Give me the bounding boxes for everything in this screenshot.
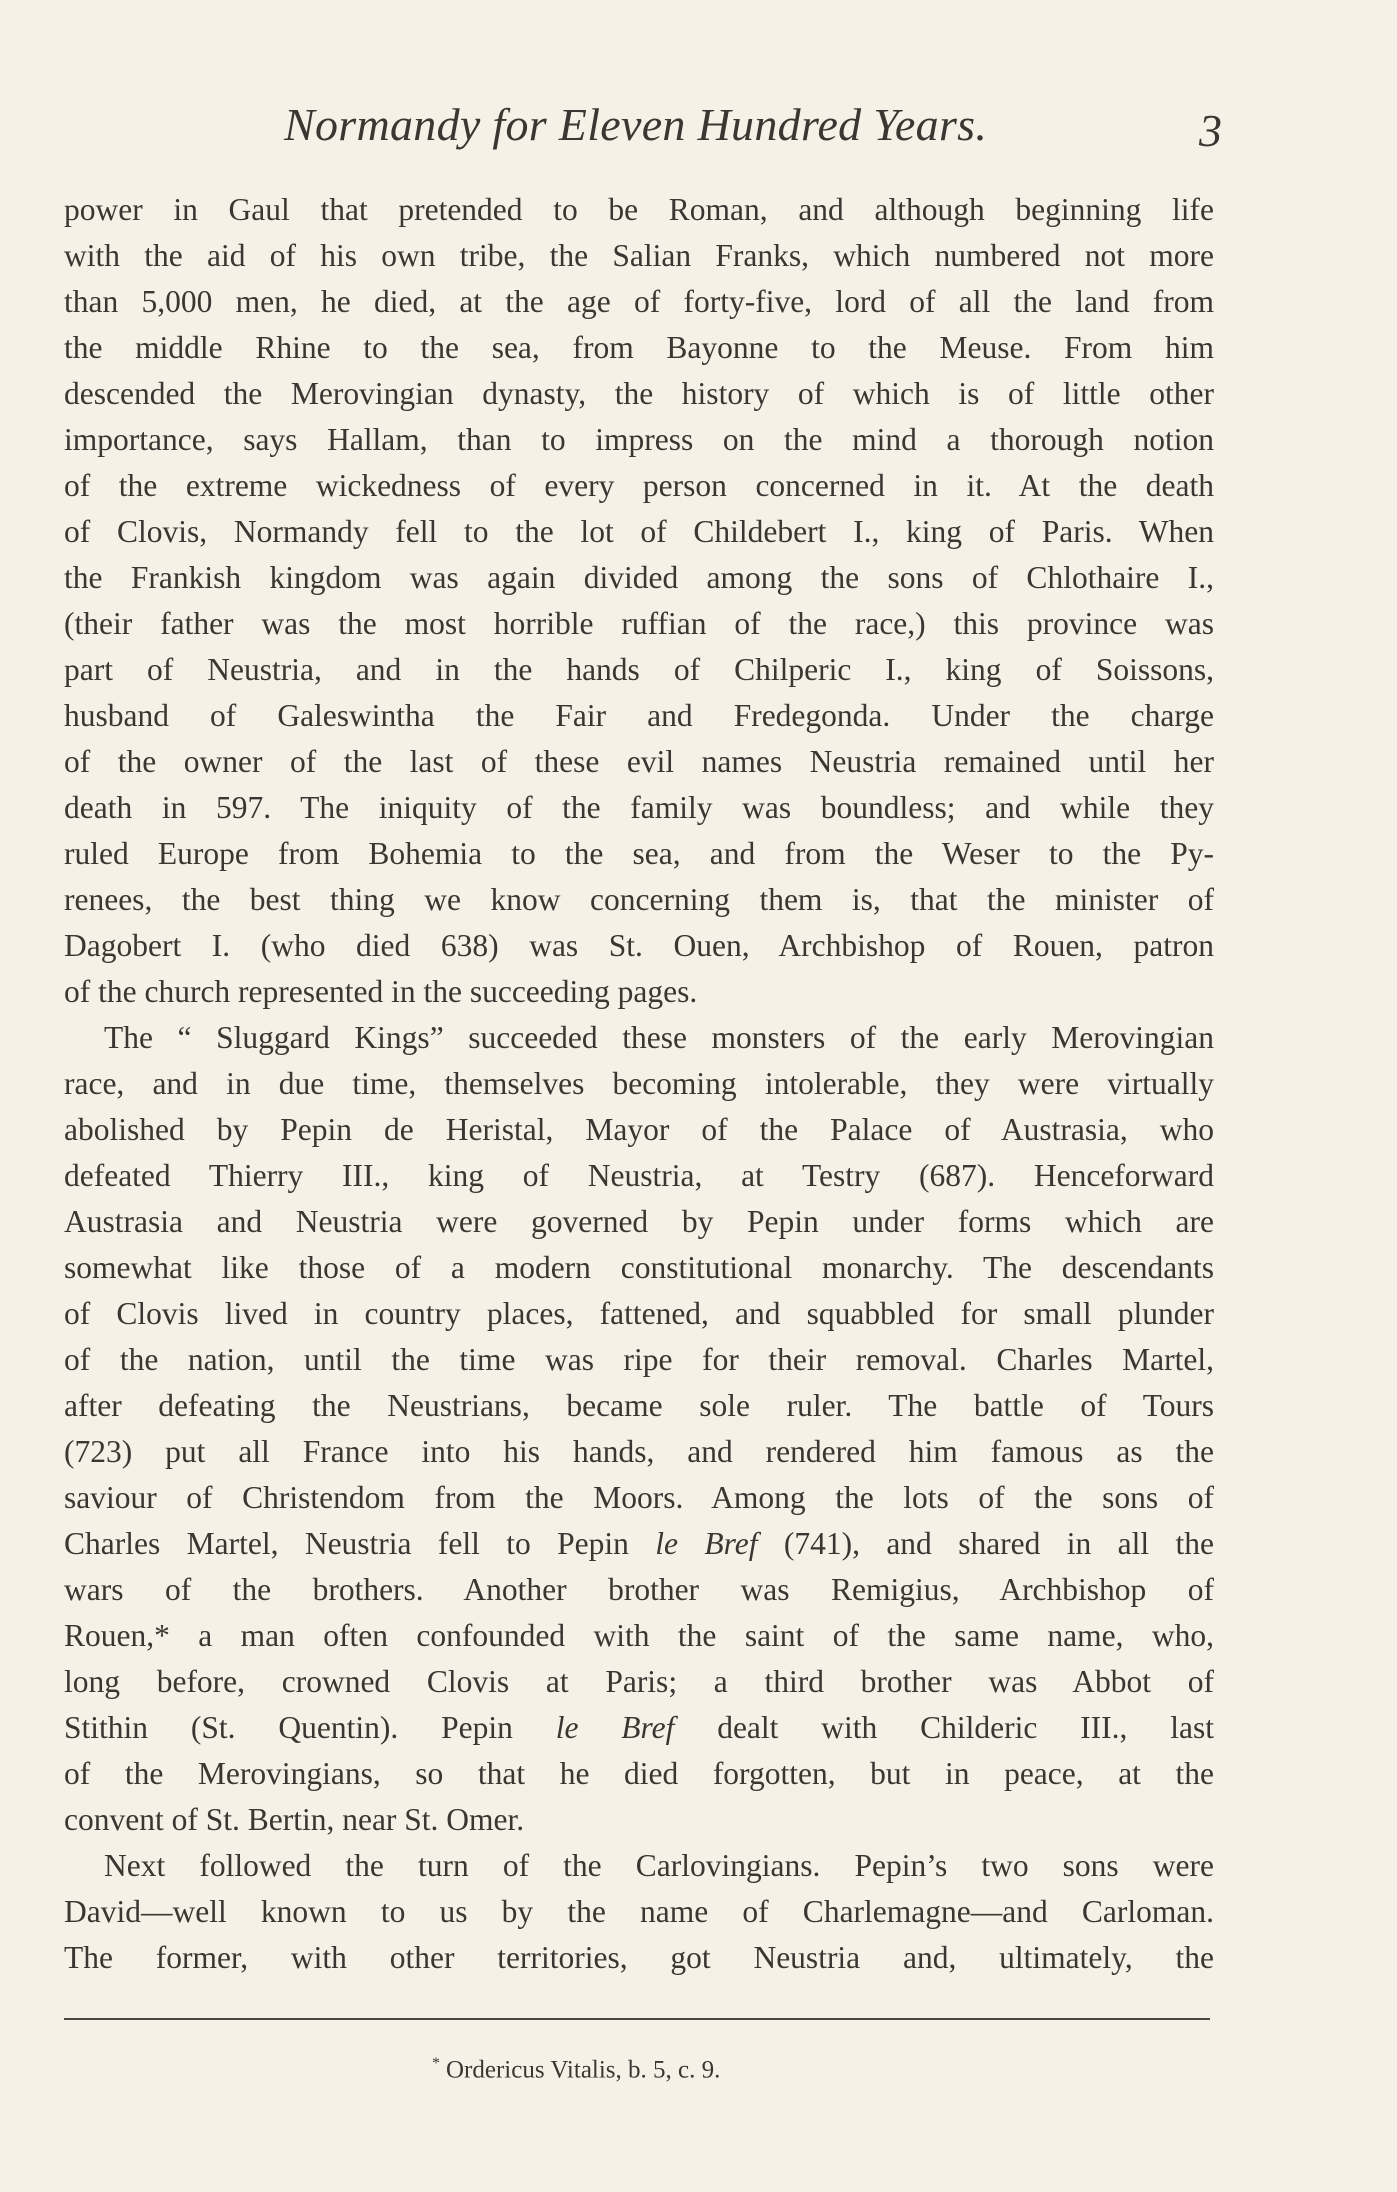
paragraph-end-line: convent of St. Bertin, near St. Omer. xyxy=(64,1802,525,1837)
italic-phrase: le Bref xyxy=(655,1526,758,1561)
text-line: of the nation, until the time was ripe for their removal. Charles Martel, xyxy=(64,1342,1214,1377)
text-line: defeated Thierry III., king of Neustria, at Testry (687). Henceforward xyxy=(64,1158,1214,1193)
running-title: Normandy for Eleven Hundred Years. xyxy=(284,99,988,150)
footnote-divider xyxy=(64,2018,1210,2020)
text-line: importance, says Hallam, than to impress on the mind a thorough notion xyxy=(64,422,1214,457)
text-line: long before, crowned Clovis at Paris; a third brother was Abbot of xyxy=(64,1664,1214,1699)
body-text xyxy=(64,187,1214,1981)
text-line: death in 597. The iniquity of the family was boundless; and while they xyxy=(64,790,1214,825)
text-line: race, and in due time, themselves becoming intolerable, they were virtually xyxy=(64,1066,1214,1101)
text-line: (their father was the most horrible ruffian of the race,) this province was xyxy=(64,606,1214,641)
text-line: power in Gaul that pretended to be Roman, and although beginning life xyxy=(64,192,1214,227)
text-line: Dagobert I. (who died 638) was St. Ouen, Archbishop of Rouen, patron xyxy=(64,928,1214,963)
text-line: the Frankish kingdom was again divided among the sons of Chlothaire I., xyxy=(64,560,1214,595)
text-line: The former, with other territories, got Neustria and, ultimately, the xyxy=(64,1940,1214,1975)
paragraph-end-line: of the church represented in the succeeding pages. xyxy=(64,974,698,1009)
text-line: the middle Rhine to the sea, from Bayonne to the Meuse. From him xyxy=(64,330,1214,365)
text-segment: Stithin (St. Quentin). Pepin xyxy=(64,1710,556,1745)
text-line: somewhat like those of a modern constitutional monarchy. The descendants xyxy=(64,1250,1214,1285)
text-line-with-italic xyxy=(64,1521,1214,1567)
paragraph-start-line: Next followed the turn of the Carlovingians. Pepin’s two sons were xyxy=(104,1848,1214,1883)
text-line: saviour of Christendom from the Moors. Among the lots of the sons of xyxy=(64,1480,1214,1515)
italic-phrase: le Bref xyxy=(555,1710,675,1745)
text-line-with-italic xyxy=(64,1705,1214,1751)
text-segment: Charles Martel, Neustria fell to Pepin xyxy=(64,1526,656,1561)
text-line: David—well known to us by the name of Charlemagne—and Carloman. xyxy=(64,1894,1214,1929)
text-line: descended the Merovingian dynasty, the history of which is of little other xyxy=(64,376,1214,411)
footnote-mark: * xyxy=(432,2055,440,2072)
text-line: of the Merovingians, so that he died forgotten, but in peace, at the xyxy=(64,1756,1214,1791)
text-line: of Clovis, Normandy fell to the lot of Childebert I., king of Paris. When xyxy=(64,514,1214,549)
text-line: wars of the brothers. Another brother was Remigius, Archbishop of xyxy=(64,1572,1214,1607)
text-line: (723) put all France into his hands, and rendered him famous as the xyxy=(64,1434,1214,1469)
text-line: husband of Galeswintha the Fair and Fredegonda. Under the charge xyxy=(64,698,1214,733)
footnote-text: Ordericus Vitalis, b. 5, c. 9. xyxy=(446,2056,721,2084)
text-line: part of Neustria, and in the hands of Chilperic I., king of Soissons, xyxy=(64,652,1214,687)
text-segment: (741), and shared in all the xyxy=(757,1526,1214,1561)
running-head xyxy=(64,98,1222,158)
text-line: after defeating the Neustrians, became sole ruler. The battle of Tours xyxy=(64,1388,1214,1423)
text-segment: dealt with Childeric III., last xyxy=(674,1710,1214,1745)
text-line: abolished by Pepin de Heristal, Mayor of the Palace of Austrasia, who xyxy=(64,1112,1214,1147)
text-line: Rouen,* a man often confounded with the saint of the same name, who, xyxy=(64,1618,1214,1653)
text-line: than 5,000 men, he died, at the age of forty-five, lord of all the land from xyxy=(64,284,1214,319)
footnote xyxy=(432,2048,720,2086)
text-line: of Clovis lived in country places, fattened, and squabbled for small plunder xyxy=(64,1296,1214,1331)
text-line: with the aid of his own tribe, the Salian Franks, which numbered not more xyxy=(64,238,1214,273)
paragraph-start-line: The “ Sluggard Kings” succeeded these monsters of the early Merovingian xyxy=(104,1020,1214,1055)
text-line: of the owner of the last of these evil names Neustria remained until her xyxy=(64,744,1214,779)
text-line: of the extreme wickedness of every person concerned in it. At the death xyxy=(64,468,1214,503)
text-line: renees, the best thing we know concerning them is, that the minister of xyxy=(64,882,1214,917)
page-number: 3 xyxy=(1199,105,1222,156)
text-line: ruled Europe from Bohemia to the sea, and from the Weser to the Py- xyxy=(64,836,1214,871)
text-line: Austrasia and Neustria were governed by Pepin under forms which are xyxy=(64,1204,1214,1239)
